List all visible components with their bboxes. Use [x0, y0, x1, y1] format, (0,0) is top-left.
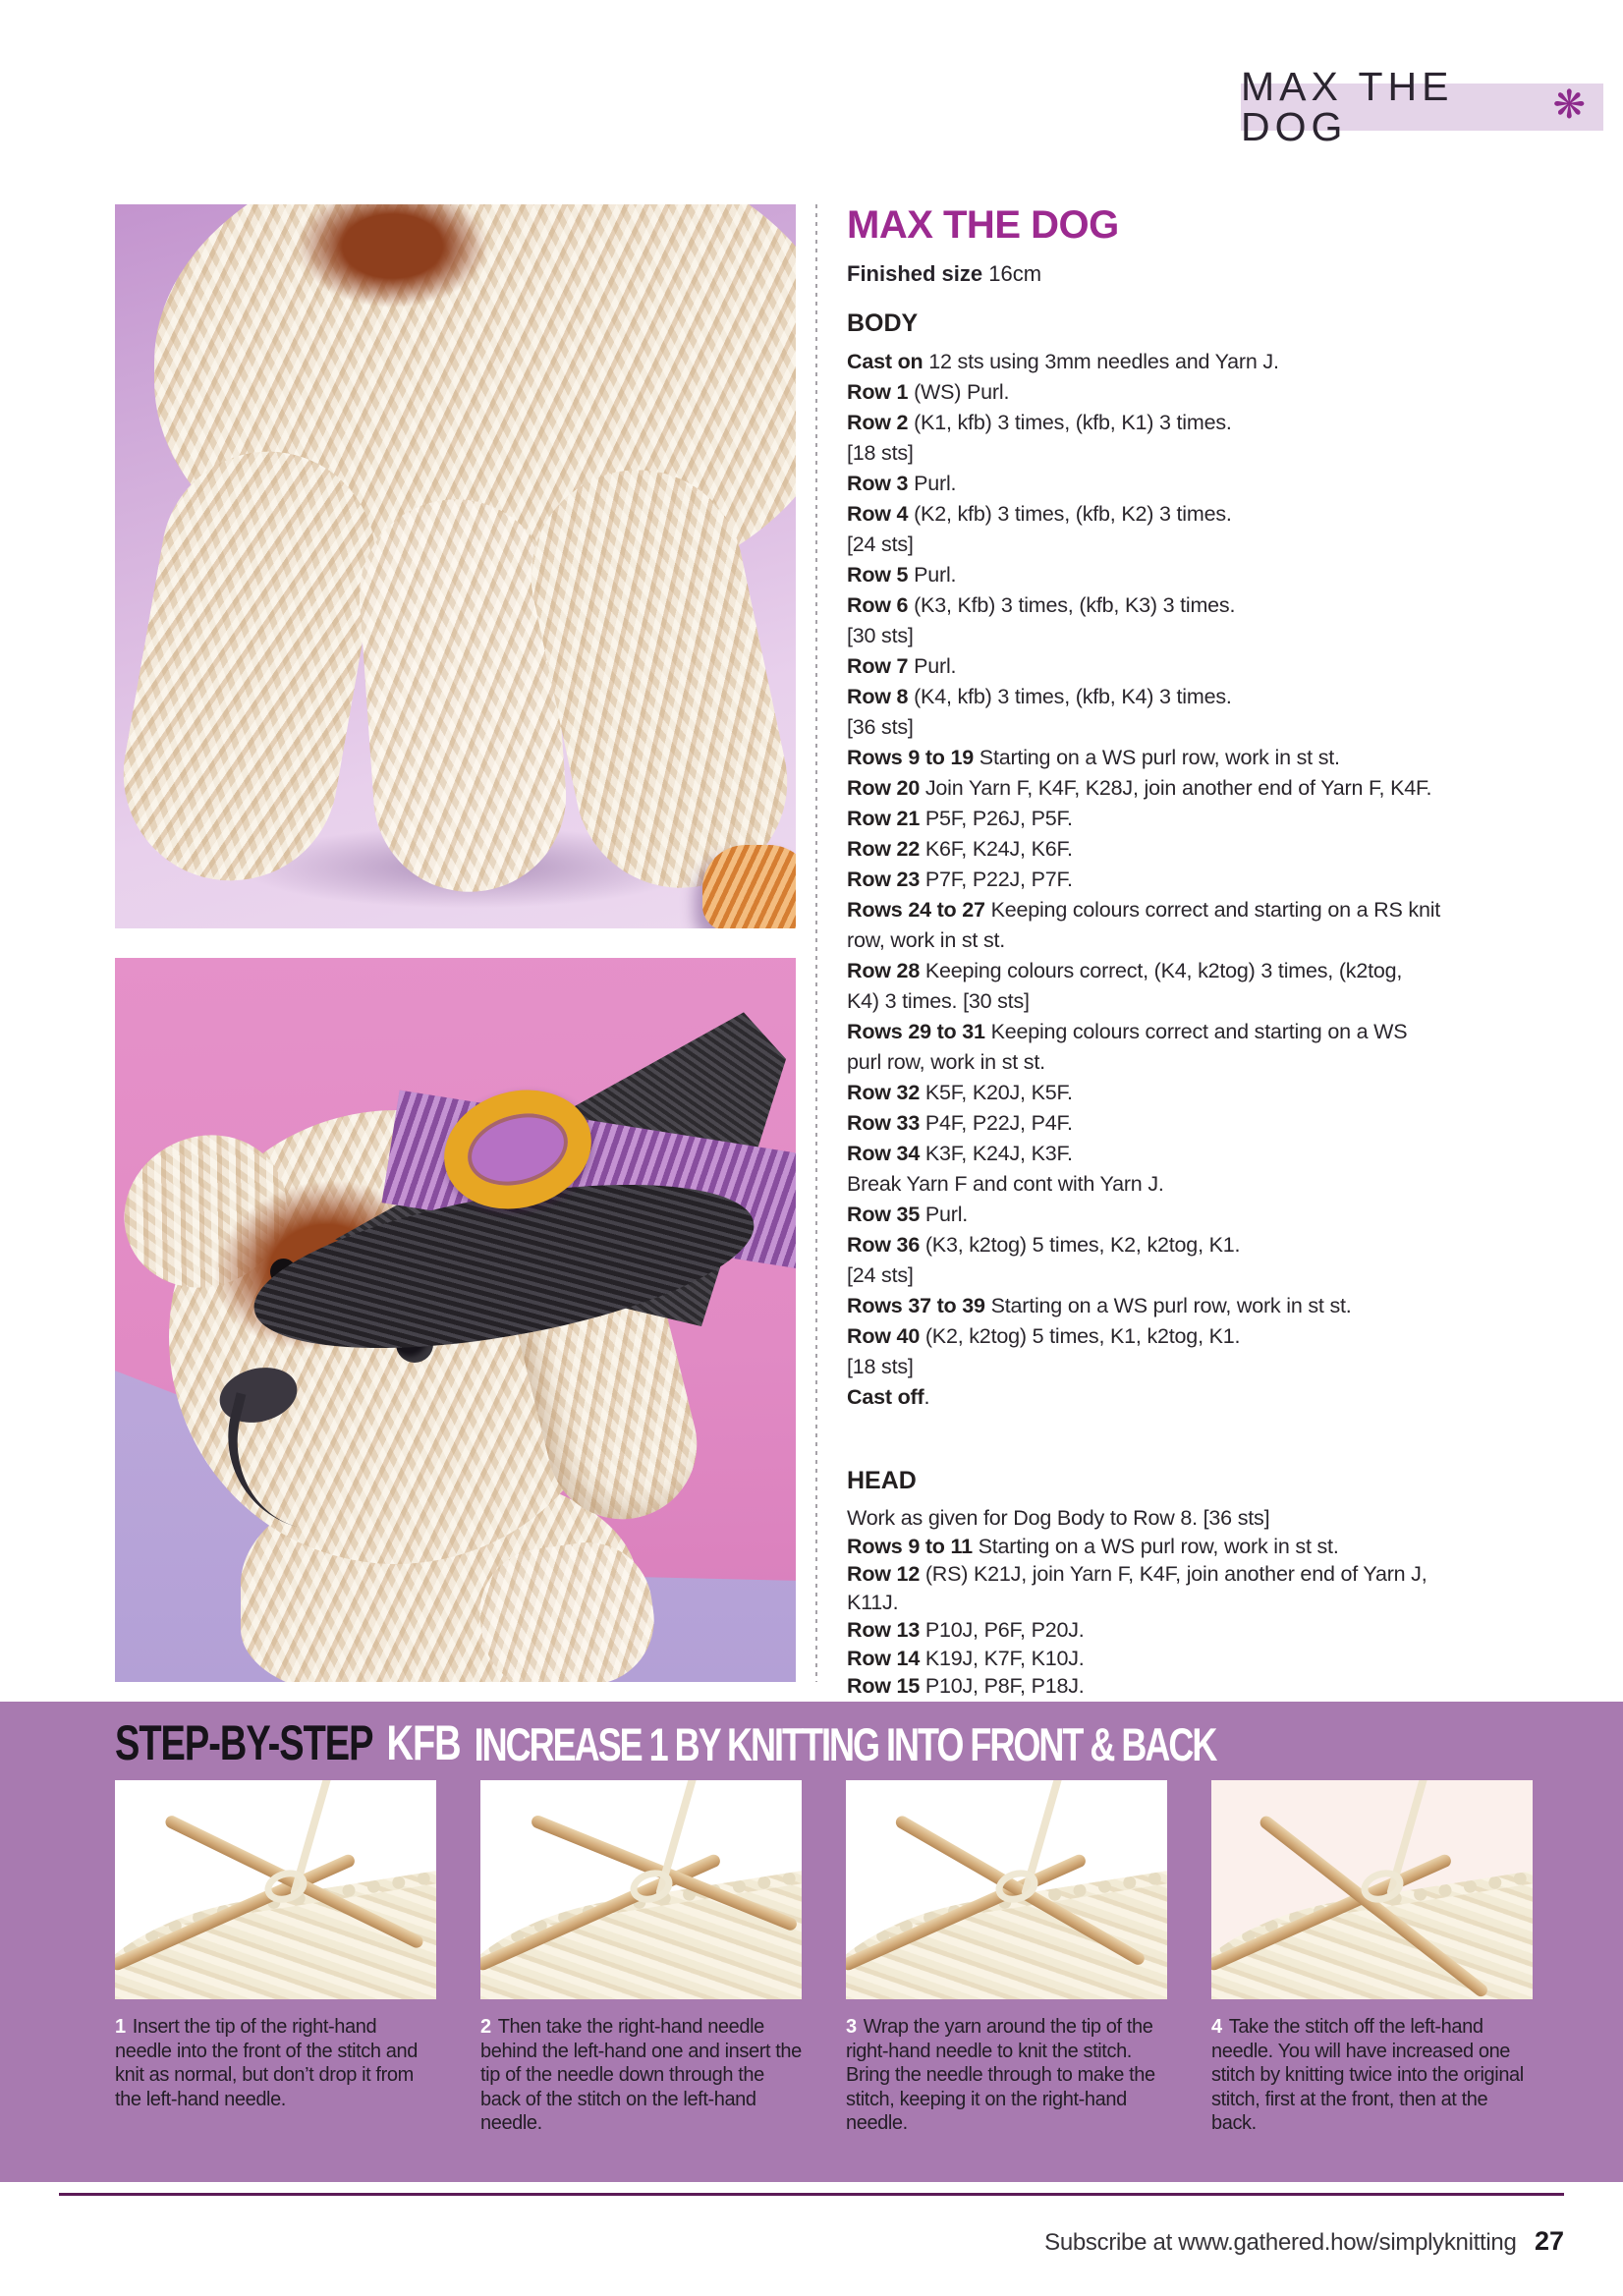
step-by-step-band: [0, 1702, 1623, 2182]
step-band-label: STEP-BY-STEP: [115, 1716, 373, 1771]
page-number: 27: [1534, 2226, 1564, 2256]
page-tag-title: MAX THE DOG: [1241, 64, 1454, 149]
pattern-line: [30 sts]: [847, 624, 914, 647]
pattern-line: Row 12 (RS) K21J, join Yarn F, K4F, join another end of Yarn J,: [847, 1562, 1427, 1586]
pattern-line: Row 14 K19J, K7F, K10J.: [847, 1646, 1085, 1670]
pattern-title: MAX THE DOG: [847, 203, 1119, 247]
pattern-line: Row 1 (WS) Purl.: [847, 380, 1010, 404]
page-header-tag: [1241, 64, 1603, 149]
pattern-line: Row 20 Join Yarn F, K4F, K28J, join another end of Yarn F, K4F.: [847, 776, 1432, 800]
pattern-line: Row 5 Purl.: [847, 563, 957, 587]
pattern-line: Row 36 (K3, k2tog) 5 times, K2, k2tog, K1.: [847, 1233, 1241, 1257]
pattern-line: Cast off.: [847, 1385, 930, 1409]
pattern-line: Row 40 (K2, k2tog) 5 times, K1, k2tog, K1.: [847, 1324, 1241, 1348]
photo-dog-witch-hat: [115, 958, 796, 1682]
step-photo: [115, 1780, 436, 1999]
pattern-line: [18 sts]: [847, 441, 914, 465]
step-item: [846, 1780, 1167, 2136]
pattern-line: [24 sts]: [847, 532, 914, 556]
pattern-line: Row 13 P10J, P6F, P20J.: [847, 1618, 1085, 1642]
step-band-keyword: KFB: [386, 1716, 461, 1771]
pattern-line: Rows 29 to 31 Keeping colours correct and starting on a WS: [847, 1020, 1408, 1043]
step-band-title: [115, 1711, 1216, 1771]
step-number: 3: [846, 2016, 857, 2038]
pattern-line: Row 6 (K3, Kfb) 3 times, (kfb, K3) 3 times.: [847, 593, 1236, 617]
step-caption: [115, 2015, 436, 2111]
pattern-line: Cast on 12 sts using 3mm needles and Yarn J.: [847, 350, 1279, 373]
step-photo: [480, 1780, 802, 1999]
pattern-line: Rows 9 to 11 Starting on a WS purl row, work in st st.: [847, 1534, 1339, 1558]
pattern-section: [847, 308, 1550, 1413]
step-text: Insert the tip of the right-hand needle into the front of the stitch and knit as normal, but don’t drop it from the left-hand needle.: [115, 2016, 418, 2110]
section-heading: BODY: [847, 309, 919, 337]
pattern-column: [847, 204, 1550, 1701]
pattern-line: Row 34 K3F, K24J, K3F.: [847, 1142, 1073, 1165]
step-number: 4: [1211, 2016, 1222, 2038]
step-text: Then take the right-hand needle behind the left-hand one and insert the tip of the needle down through the back of the stitch on the left-hand needle.: [480, 2016, 802, 2134]
pattern-line: Row 7 Purl.: [847, 654, 957, 678]
pattern-line: Row 35 Purl.: [847, 1203, 969, 1226]
pattern-line: Row 32 K5F, K20J, K5F.: [847, 1081, 1073, 1104]
pattern-line: Row 28 Keeping colours correct, (K4, k2tog) 3 times, (k2tog,: [847, 959, 1403, 982]
pattern-line: Row 2 (K1, kfb) 3 times, (kfb, K1) 3 times.: [847, 411, 1232, 434]
pattern-line: K11J.: [847, 1590, 899, 1614]
finished-size: [847, 259, 1550, 289]
steps-row: [115, 1780, 1533, 2136]
step-caption: [846, 2015, 1167, 2136]
pattern-section: [847, 1466, 1550, 1701]
photo-dog-body-closeup: [115, 204, 796, 928]
pattern-line: Row 15 P10J, P8F, P18J.: [847, 1674, 1085, 1698]
section-heading: HEAD: [847, 1467, 917, 1494]
orange-toy-paw: [702, 845, 796, 928]
pattern-line: Rows 37 to 39 Starting on a WS purl row, work in st st.: [847, 1294, 1352, 1317]
finished-size-value: 16cm: [988, 261, 1042, 286]
footer-subscribe-text: Subscribe at www.gathered.how/simplyknitting: [1044, 2229, 1517, 2256]
step-text: Take the stitch off the left-hand needle. You will have increased one stitch by knitting twice into the original stitch, first at the front, then at the back.: [1211, 2016, 1524, 2134]
column-divider: [815, 204, 817, 1682]
step-caption: [1211, 2015, 1533, 2136]
step-item: [480, 1780, 802, 2136]
step-photo: [1211, 1780, 1533, 1999]
step-item: [115, 1780, 436, 2136]
pattern-line: Row 3 Purl.: [847, 472, 957, 495]
pattern-line: Rows 9 to 19 Starting on a WS purl row, work in st st.: [847, 746, 1340, 769]
step-band-heading: INCREASE 1 BY KNITTING INTO FRONT & BACK: [474, 1717, 1216, 1771]
flower-icon: ❋: [1552, 84, 1586, 127]
pattern-line: Row 23 P7F, P22J, P7F.: [847, 868, 1073, 891]
pattern-line: Row 8 (K4, kfb) 3 times, (kfb, K4) 3 times.: [847, 685, 1232, 708]
step-photo: [846, 1780, 1167, 1999]
pattern-line: Row 4 (K2, kfb) 3 times, (kfb, K2) 3 times.: [847, 502, 1232, 526]
section-lines: [847, 1504, 1550, 1701]
pattern-line: Work as given for Dog Body to Row 8. [36 sts]: [847, 1506, 1270, 1530]
pattern-line: [36 sts]: [847, 715, 914, 739]
step-text: Wrap the yarn around the tip of the right-hand needle to knit the stitch. Bring the needle through to make the stitch, keeping it on the right-hand needle.: [846, 2016, 1155, 2134]
pattern-line: Row 21 P5F, P26J, P5F.: [847, 807, 1073, 830]
pattern-line: Rows 24 to 27 Keeping colours correct and starting on a RS knit: [847, 898, 1441, 922]
step-number: 2: [480, 2016, 491, 2038]
pattern-line: K4) 3 times. [30 sts]: [847, 989, 1030, 1013]
footer-rule: [59, 2193, 1564, 2196]
pattern-line: Break Yarn F and cont with Yarn J.: [847, 1172, 1164, 1196]
pattern-line: Row 22 K6F, K24J, K6F.: [847, 837, 1073, 861]
pattern-line: Row 33 P4F, P22J, P4F.: [847, 1111, 1073, 1135]
step-caption: [480, 2015, 802, 2136]
pattern-line: row, work in st st.: [847, 928, 1006, 952]
pattern-sections: [847, 308, 1550, 1701]
pattern-line: purl row, work in st st.: [847, 1050, 1045, 1074]
footer: [59, 2226, 1564, 2257]
step-item: [1211, 1780, 1533, 2136]
section-lines: [847, 347, 1550, 1413]
pattern-line: [18 sts]: [847, 1355, 914, 1378]
pattern-line: [24 sts]: [847, 1263, 914, 1287]
step-number: 1: [115, 2016, 126, 2038]
finished-size-label: Finished size: [847, 261, 983, 286]
